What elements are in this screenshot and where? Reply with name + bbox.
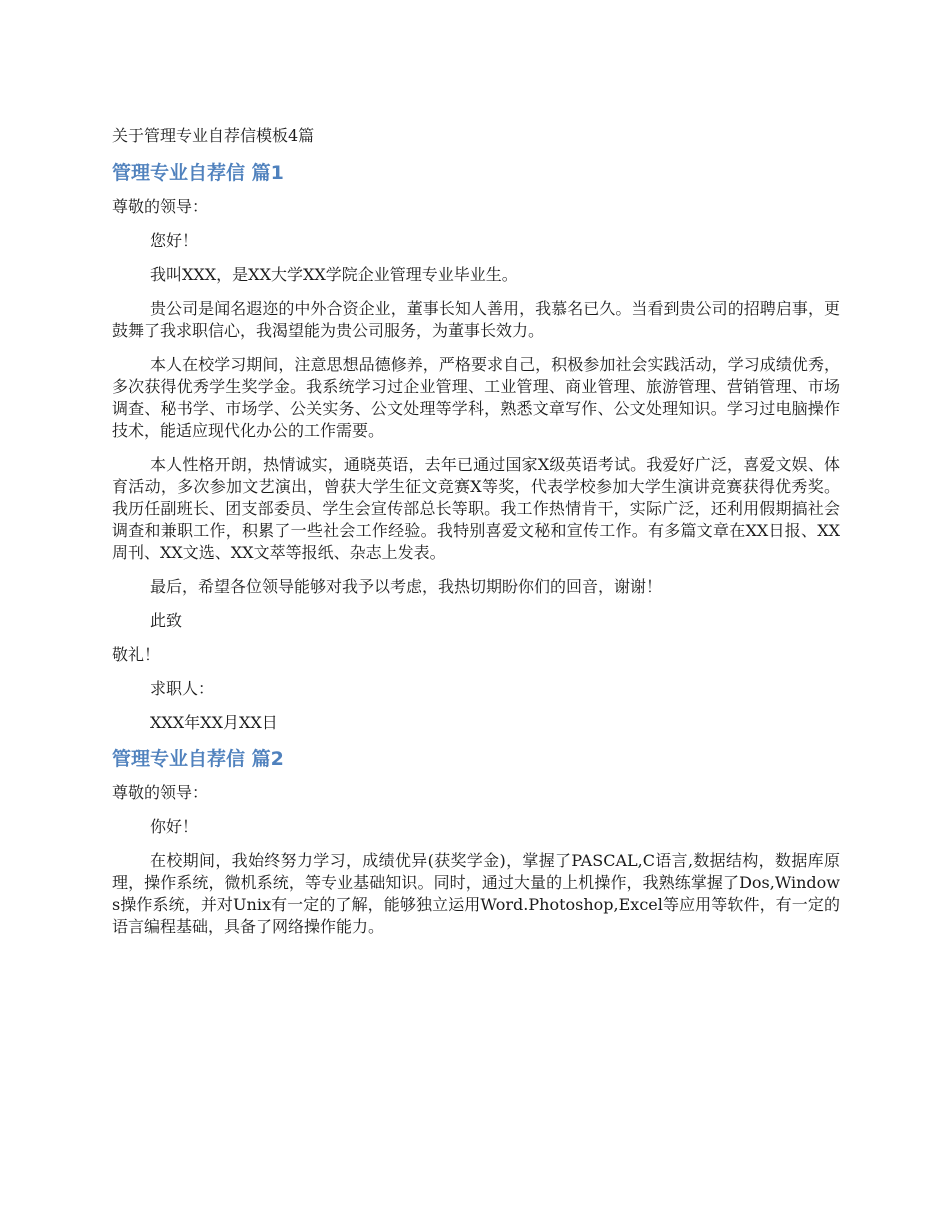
document-title: 关于管理专业自荐信模板4篇 [112,126,315,145]
closing-salute: 敬礼！ [112,645,161,664]
body-paragraph: 本人性格开朗，热情诚实，通晓英语，去年已通过国家X级英语考试。我爱好广泛，喜爱文娱、体育活动，多次参加文艺演出，曾获大学生征文竞赛X等奖，代表学校参加大学生演讲竞赛获得优秀奖。我历任副班长、团支部委员、学生会宣传部总长等职。我工作热情肯干，实际广泛，还利用假期搞社会调查和兼职工作，积累了一些社会工作经验。我特别喜爱文秘和宣传工作。有多篇文章在XX日报、XX周刊、XX文选、XX文萃等报纸、杂志上发表。 [112,455,840,562]
greeting: 你好！ [150,817,199,836]
body-paragraph: 我叫XXX，是XX大学XX学院企业管理专业毕业生。 [150,265,518,284]
body-paragraph: 贵公司是闻名遐迩的中外合资企业，董事长知人善用，我慕名已久。当看到贵公司的招聘启事，更鼓舞了我求职信心，我渴望能为贵公司服务，为董事长效力。 [112,299,840,340]
section-heading-1: 管理专业自荐信 篇1 [112,162,284,184]
signature-label: 求职人： [150,679,215,698]
salutation: 尊敬的领导： [112,783,209,802]
signature-date: XXX年XX月XX日 [150,713,278,732]
section-heading-2: 管理专业自荐信 篇2 [112,748,284,770]
body-paragraph: 本人在校学习期间，注意思想品德修养，严格要求自己，积极参加社会实践活动，学习成绩优秀，多次获得优秀学生奖学金。我系统学习过企业管理、工业管理、商业管理、旅游管理、营销管理、市场调查、秘书学、市场学、公关实务、公文处理等学科，熟悉文章写作、公文处理知识。学习过电脑操作技术，能适应现代化办公的工作需要。 [112,355,840,440]
section-1 [112,160,840,734]
greeting: 您好！ [150,231,199,250]
closing-phrase: 此致 [150,611,183,630]
salutation: 尊敬的领导： [112,197,209,216]
document-page [112,124,840,950]
section-2 [112,746,840,938]
body-paragraph: 在校期间，我始终努力学习，成绩优异(获奖学金)，掌握了PASCAL,C语言,数据结构，数据库原理，操作系统，微机系统，等专业基础知识。同时，通过大量的上机操作，我熟练掌握了Dos,Windows操作系统，并对Unix有一定的了解，能够独立运用Word.Photoshop,Excel等应用等软件，有一定的语言编程基础，具备了网络操作能力。 [112,851,840,936]
body-paragraph: 最后，希望各位领导能够对我予以考虑，我热切期盼你们的回音，谢谢！ [150,577,663,596]
